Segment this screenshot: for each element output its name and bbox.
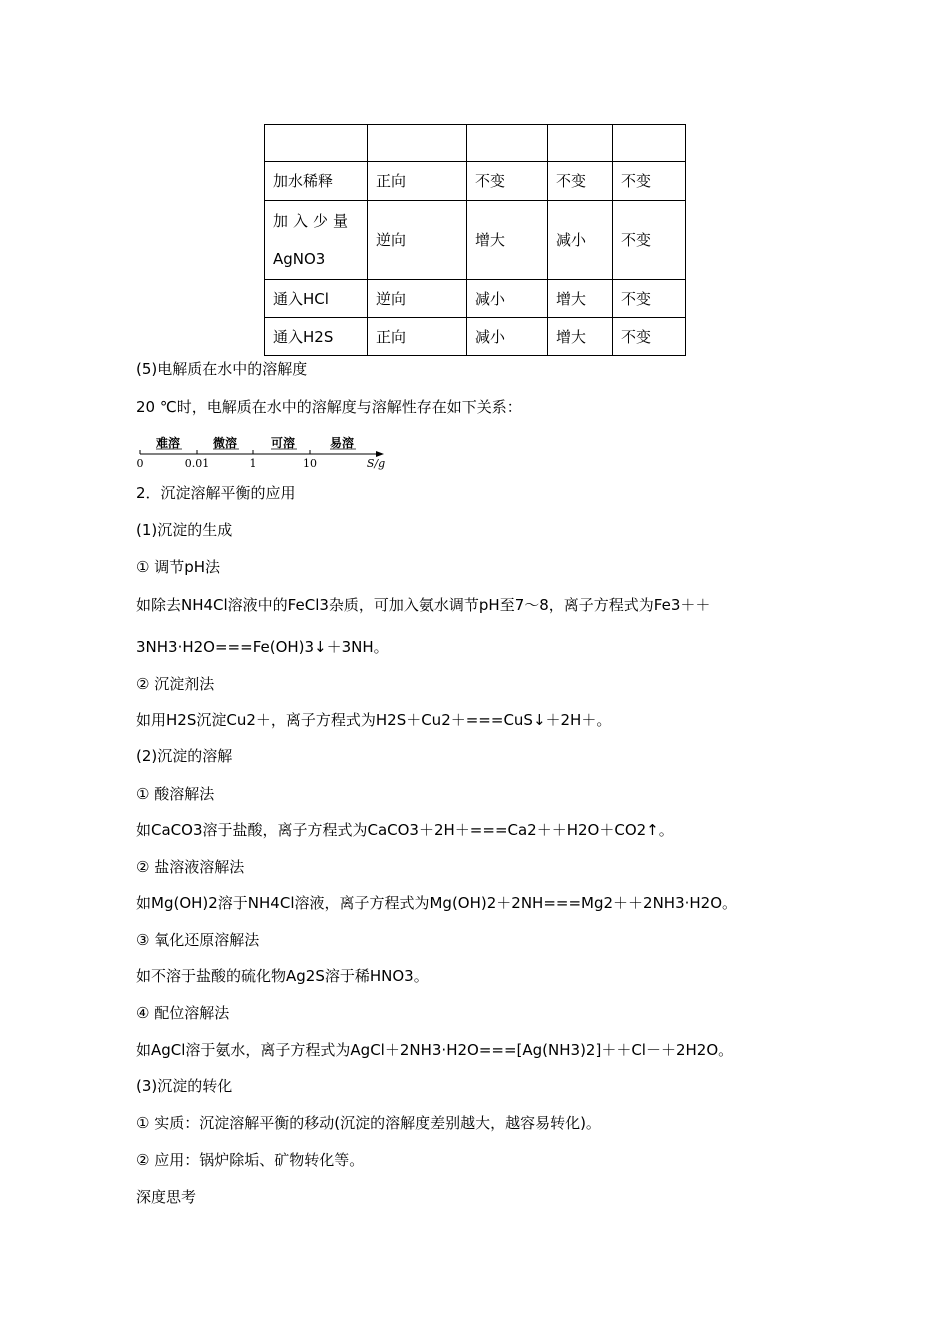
table-cell: 增大 xyxy=(548,318,613,356)
table-cell xyxy=(548,125,613,162)
scale-tick-label: 0 xyxy=(136,457,144,470)
table-cell: 正向 xyxy=(368,318,467,356)
section-heading: (5)电解质在水中的溶解度 xyxy=(136,360,308,378)
table-cell: 减小 xyxy=(548,201,613,280)
table-row xyxy=(265,162,686,201)
table-cell xyxy=(467,125,548,162)
table-cell: 逆向 xyxy=(368,201,467,280)
scale-label: 可溶 xyxy=(271,436,296,450)
scale-tick-label: 1 xyxy=(249,457,257,470)
list-item: ① 实质：沉淀溶解平衡的移动(沉淀的溶解度差别越大，越容易转化)。 xyxy=(136,1114,601,1132)
subsection-heading: (1)沉淀的生成 xyxy=(136,521,233,539)
paragraph: 20 ℃时，电解质在水中的溶解度与溶解性存在如下关系： xyxy=(136,398,522,416)
list-item: ① 酸溶解法 xyxy=(136,785,215,803)
table-row xyxy=(265,201,686,280)
subsection-heading: (2)沉淀的溶解 xyxy=(136,747,233,765)
paragraph: 如用H2S沉淀Cu2＋，离子方程式为H2S＋Cu2＋===CuS↓＋2H＋。 xyxy=(136,711,612,729)
paragraph: 如Mg(OH)2溶于NH4Cl溶液，离子方程式为Mg(OH)2＋2NH===Mg2＋＋2NH3·H2O。 xyxy=(136,894,738,912)
table-row xyxy=(265,280,686,318)
table-cell xyxy=(265,125,368,162)
table-cell: 不变 xyxy=(467,162,548,201)
table-cell xyxy=(368,125,467,162)
section-heading: 深度思考 xyxy=(136,1188,197,1206)
table-cell: 通入H2S xyxy=(265,318,368,356)
table-cell: 不变 xyxy=(613,162,686,201)
paragraph: 如CaCO3溶于盐酸，离子方程式为CaCO3＋2H＋===Ca2＋＋H2O＋CO2↑。 xyxy=(136,821,674,839)
solubility-scale-figure xyxy=(134,430,394,472)
solubility-table xyxy=(264,124,686,356)
scale-axis-label: S/g xyxy=(366,457,386,470)
paragraph: 如不溶于盐酸的硫化物Ag2S溶于稀HNO3。 xyxy=(136,967,429,985)
table-cell xyxy=(265,201,368,280)
table-row xyxy=(265,318,686,356)
list-item: ② 应用：锅炉除垢、矿物转化等。 xyxy=(136,1151,365,1169)
table-cell: 不变 xyxy=(613,318,686,356)
table-cell: 逆向 xyxy=(368,280,467,318)
table-cell: 不变 xyxy=(613,280,686,318)
table-cell: 减小 xyxy=(467,280,548,318)
paragraph: 3NH3·H2O===Fe(OH)3↓＋3NH。 xyxy=(136,638,389,656)
scale-label: 易溶 xyxy=(330,436,355,450)
table-cell-line: 加入少量 xyxy=(273,212,354,230)
scale-label: 微溶 xyxy=(213,436,238,450)
table-cell: 增大 xyxy=(548,280,613,318)
paragraph: 如AgCl溶于氨水，离子方程式为AgCl＋2NH3·H2O===[Ag(NH3)2]＋＋Cl－＋2H2O。 xyxy=(136,1041,734,1059)
scale-tick-label: 10 xyxy=(303,457,317,470)
table-cell xyxy=(613,125,686,162)
table-cell: 通入HCl xyxy=(265,280,368,318)
solubility-scale xyxy=(134,430,394,472)
section-heading: 2．沉淀溶解平衡的应用 xyxy=(136,484,296,502)
table-cell: 增大 xyxy=(467,201,548,280)
list-item: ② 盐溶液溶解法 xyxy=(136,858,245,876)
subsection-heading: (3)沉淀的转化 xyxy=(136,1077,233,1095)
table-row xyxy=(265,125,686,162)
table-cell: 加水稀释 xyxy=(265,162,368,201)
table-cell: 正向 xyxy=(368,162,467,201)
scale-label: 难溶 xyxy=(156,436,181,450)
table-cell: 不变 xyxy=(548,162,613,201)
list-item: ② 沉淀剂法 xyxy=(136,675,215,693)
list-item: ③ 氧化还原溶解法 xyxy=(136,931,260,949)
scale-tick-label: 0.01 xyxy=(184,457,210,470)
table-cell-line: AgNO3 xyxy=(273,250,326,268)
paragraph: 如除去NH4Cl溶液中的FeCl3杂质，可加入氨水调节pH至7～8，离子方程式为Fe3＋＋ xyxy=(136,596,711,614)
table-cell: 不变 xyxy=(613,201,686,280)
list-item: ④ 配位溶解法 xyxy=(136,1004,230,1022)
table-cell: 减小 xyxy=(467,318,548,356)
list-item: ① 调节pH法 xyxy=(136,558,221,576)
